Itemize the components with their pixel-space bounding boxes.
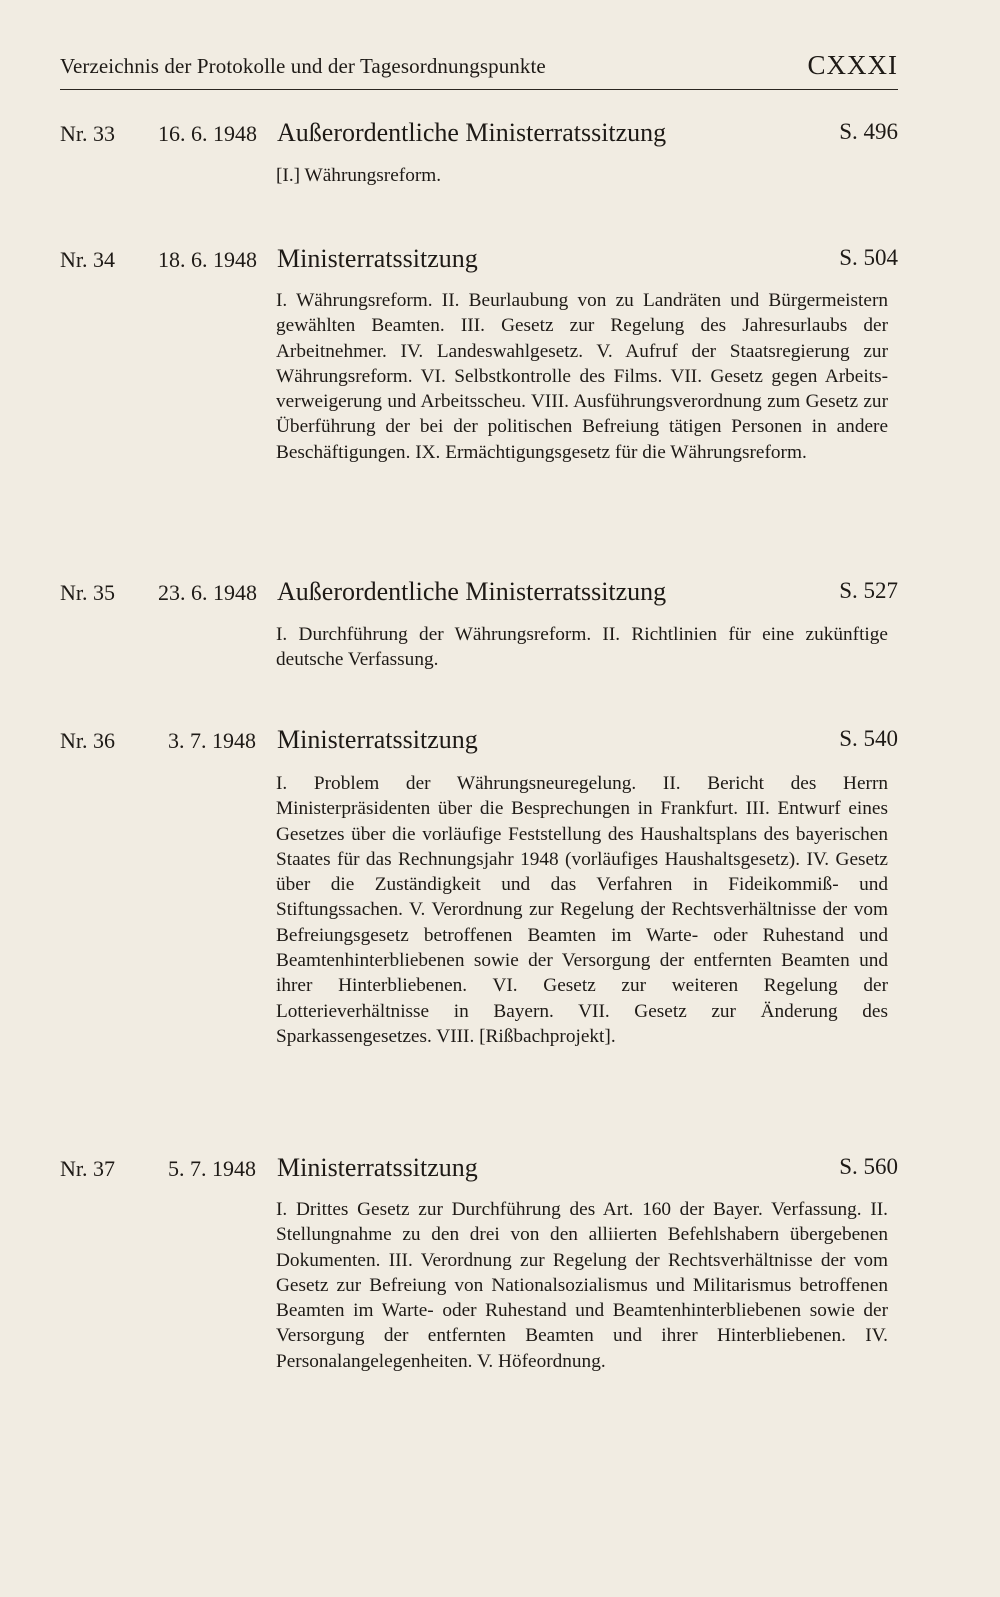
entry-page-reference: S. 540 <box>839 726 898 751</box>
entry-number: Nr. 37 <box>60 1156 115 1181</box>
entry-number: Nr. 36 <box>60 728 115 753</box>
entry-page-reference: S. 496 <box>839 119 898 144</box>
entry-number: Nr. 33 <box>60 121 115 146</box>
entry-page-reference: S. 527 <box>839 578 898 603</box>
entry-session-type: Ministerratssitzung <box>277 1153 478 1182</box>
entry-date: 18. 6. 1948 <box>158 247 257 272</box>
entry-date: 23. 6. 1948 <box>158 580 257 605</box>
entry-agenda: I. Durchführung der Währungsreform. II. Richtlinien für eine zukünftige deutsche Verfassung. <box>276 624 888 671</box>
entry-number: Nr. 34 <box>60 247 115 272</box>
entry-page-reference: S. 560 <box>839 1154 898 1179</box>
entry-session-type: Ministerratssitzung <box>277 244 478 273</box>
entry-page-reference: S. 504 <box>839 245 898 270</box>
entry-session-type: Außerordentliche Ministerratssitzung <box>277 118 667 147</box>
entry-date: 5. 7. 1948 <box>168 1156 256 1181</box>
running-head <box>60 52 898 86</box>
entry-agenda: I. Währungsreform. II. Beurlaubung von zu Landräten und Bürgermeistern gewählten Beamten. III. Gesetz zur Regelung des Jahresurlaubs der Arbeitnehmer. IV. Landeswahlgesetz. V. Aufruf der Staatsregierung zur Währungsreform. VI. Selbstkontrolle des Films. VII. Gesetz gegen Arbeitsverweigerung und Arbeitsscheu. VIII. Ausführungsverordnung zum Gesetz zur Überführung der bei der politischen Befreiung tätigen Personen in andere Beschäftigungen. IX. Ermächtigungsgesetz für die Währungsreform. <box>276 290 888 463</box>
running-head-title: Verzeichnis der Protokolle und der Tagesordnungspunkte <box>60 54 546 78</box>
entry-session-type: Außerordentliche Ministerratssitzung <box>277 577 667 606</box>
entry-number: Nr. 35 <box>60 580 115 605</box>
entry-session-type: Ministerratssitzung <box>277 725 478 754</box>
header-rule <box>60 89 898 90</box>
entry-agenda: I. Drittes Gesetz zur Durchführung des Art. 160 der Bayer. Verfassung. II. Stellungnahme zu den drei von den alliierten Befehlshabern übergebenen Dokumenten. III. Verordnung zur Regelung der Rechtsverhältnisse der vom Gesetz zur Befreiung von Nationalsozialismus und Militarismus betroffenen Beamten im Warte- oder Ruhestand und Beamtenhinterbliebenen sowie der Versorgung der entfernten Beamten und ihrer Hinterbliebenen. IV. Personalangelegenheiten. V. Höfeordnung. <box>276 1199 888 1372</box>
entry-agenda: I. Problem der Währungsneuregelung. II. Bericht des Herrn Ministerpräsidenten über die Besprechungen in Frankfurt. III. Entwurf eines Gesetzes über die vorläufige Feststellung des Haushaltsplans des bayerischen Staates für das Rechnungsjahr 1948 (vorläufiges Haushaltsgesetz). IV. Gesetz über die Zuständigkeit und das Verfahren in Fideikommiß- und Stiftungssachen. V. Verordnung zur Regelung der Rechtsverhältnisse der vom Befreiungsgesetz betroffenen Beamten im Warte- oder Ruhestand und Beamtenhinterbliebenen sowie der Versorgung der entfernten Beamten und ihrer Hinterbliebenen. VI. Gesetz zur weiteren Regelung der Lotterieverhältnisse in Bayern. VII. Gesetz zur Änderung des Sparkassengesetzes. VIII. [Rißbachprojekt]. <box>276 773 888 1047</box>
entry-agenda: [I.] Währungsreform. <box>276 165 442 186</box>
entry-date: 16. 6. 1948 <box>158 121 257 146</box>
page-number: CXXXI <box>807 50 898 80</box>
entry-date: 3. 7. 1948 <box>168 728 256 753</box>
